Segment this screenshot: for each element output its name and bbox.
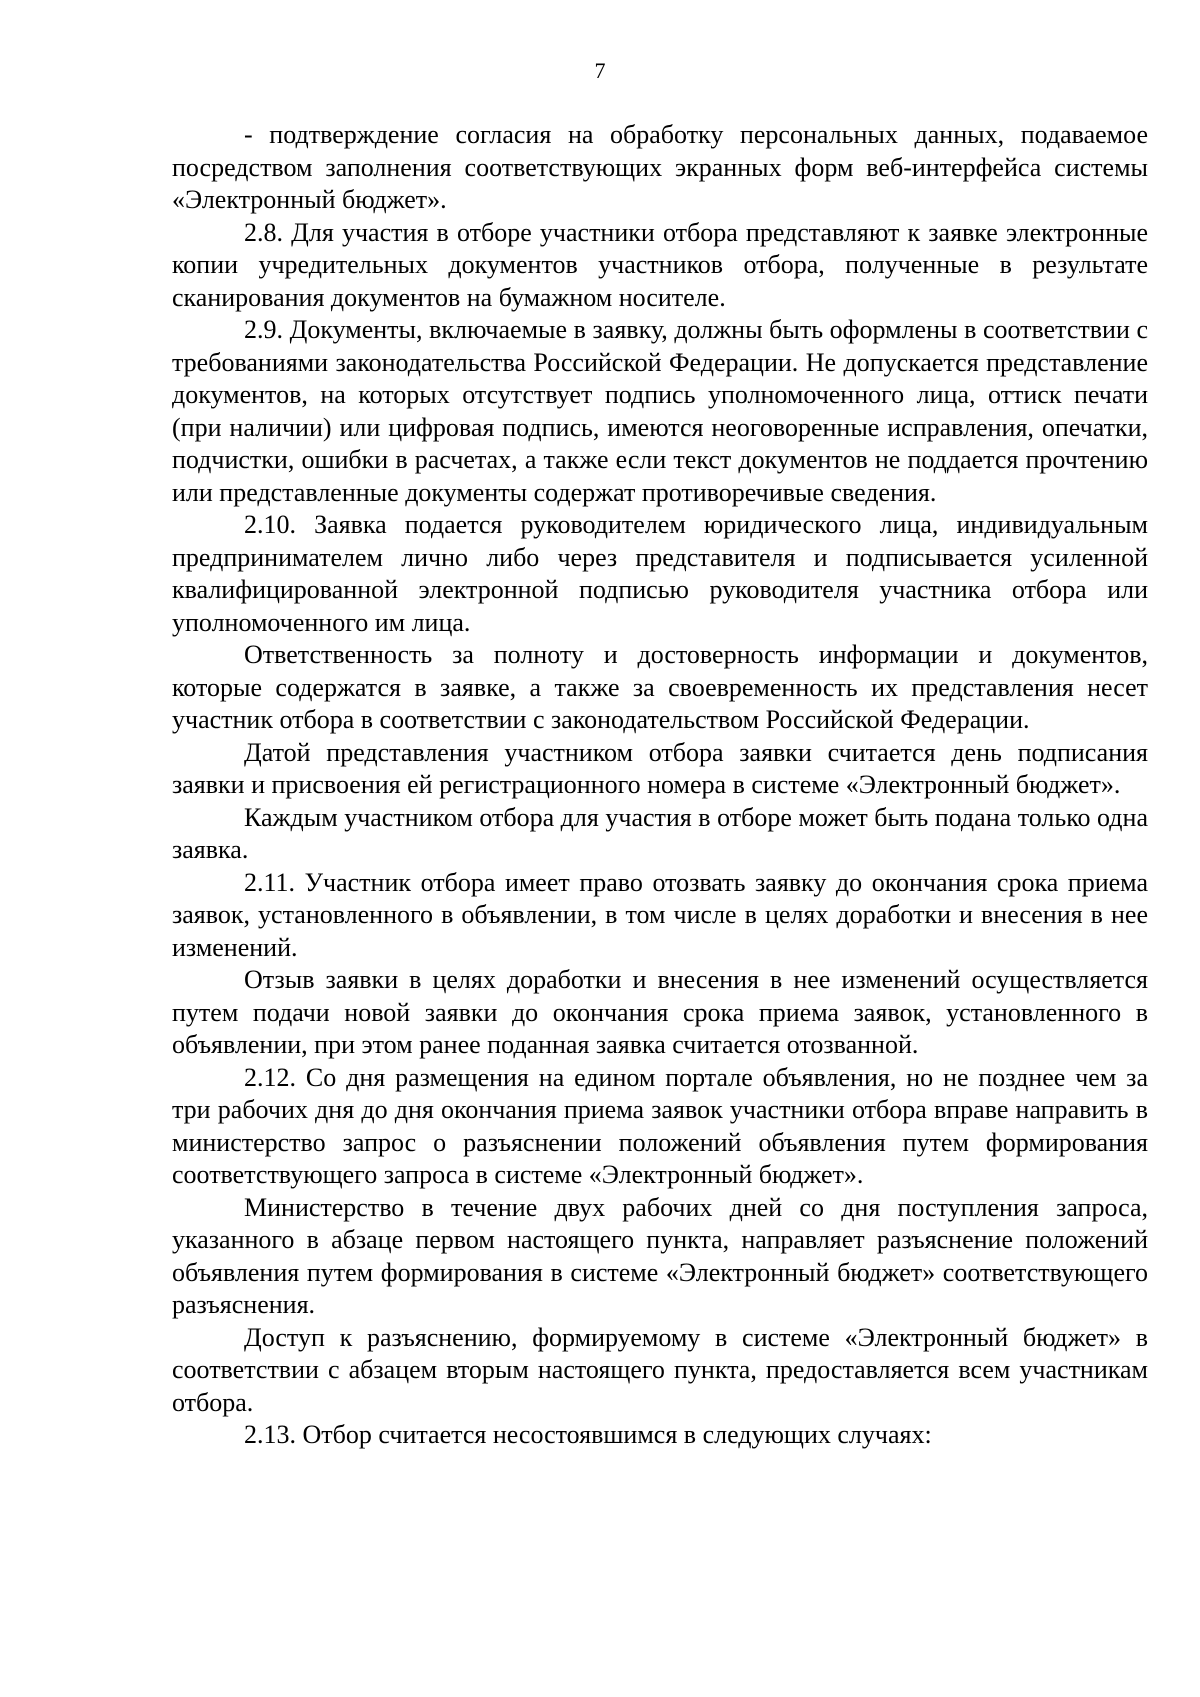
paragraph-withdrawal: Отзыв заявки в целях доработки и внесения в нее изменений осуществляется путем подачи новой заявки до окончания срока приема заявок, установленного в объявлении, при этом ранее поданная заявка считается отозванной. xyxy=(172,965,1148,1059)
paragraph-2-12: 2.12. Со дня размещения на едином портале объявления, но не позднее чем за три рабочих дня до дня окончания приема заявок участники отбора вправе направить в министерство запрос о разъяснении положений объявления путем формирования соответствующего запроса в системе «Электронный бюджет». xyxy=(172,1062,1148,1189)
paragraph-responsibility: Ответственность за полноту и достоверность информации и документов, которые содержатся в заявке, а также за своевременность их представления несет участник отбора в соответствии с законодательством Российской Федерации. xyxy=(172,640,1148,734)
paragraph-2-10: 2.10. Заявка подается руководителем юридического лица, индивидуальным предпринимателем лично либо через представителя и подписывается усиленной квалифицированной электронной подписью руководителя участника отбора или уполномоченного им лица. xyxy=(172,510,1148,637)
paragraph-2-9: 2.9. Документы, включаемые в заявку, должны быть оформлены в соответствии с требованиями законодательства Российской Федерации. Не допускается представление документов, на которых отсутствует подпись уполномоченного лица, оттиск печати (при наличии) или цифровая подпись, имеются неоговоренные исправления, опечатки, подчистки, ошибки в расчетах, а также если текст документов не поддается прочтению или представленные документы содержат противоречивые сведения. xyxy=(172,315,1148,507)
document-body xyxy=(172,119,1148,1452)
paragraph-ministry-clarification: Министерство в течение двух рабочих дней со дня поступления запроса, указанного в абзаце первом настоящего пункта, направляет разъяснение положений объявления путем формирования в системе «Электронный бюджет» соответствующего разъяснения. xyxy=(172,1192,1148,1319)
paragraph-single-application: Каждым участником отбора для участия в отборе может быть подана только одна заявка. xyxy=(172,802,1148,864)
paragraph-2-11: 2.11. Участник отбора имеет право отозвать заявку до окончания срока приема заявок, установленного в объявлении, в том числе в целях доработки и внесения в нее изменений. xyxy=(172,867,1148,962)
paragraph-consent-confirmation: - подтверждение согласия на обработку персональных данных, подаваемое посредством заполнения соответствующих экранных форм веб-интерфейса системы «Электронный бюджет». xyxy=(172,120,1148,214)
paragraph-2-13: 2.13. Отбор считается несостоявшимся в следующих случаях: xyxy=(244,1420,932,1449)
page-number: 7 xyxy=(594,58,606,83)
paragraph-clarification-access: Доступ к разъяснению, формируемому в системе «Электронный бюджет» в соответствии с абзацем вторым настоящего пункта, предоставляется всем участникам отбора. xyxy=(172,1322,1148,1417)
paragraph-2-8: 2.8. Для участия в отборе участники отбора представляют к заявке электронные копии учредительных документов участников отбора, полученные в результате сканирования документов на бумажном носителе. xyxy=(172,217,1148,312)
paragraph-submission-date: Датой представления участником отбора заявки считается день подписания заявки и присвоения ей регистрационного номера в системе «Электронный бюджет». xyxy=(172,737,1148,799)
